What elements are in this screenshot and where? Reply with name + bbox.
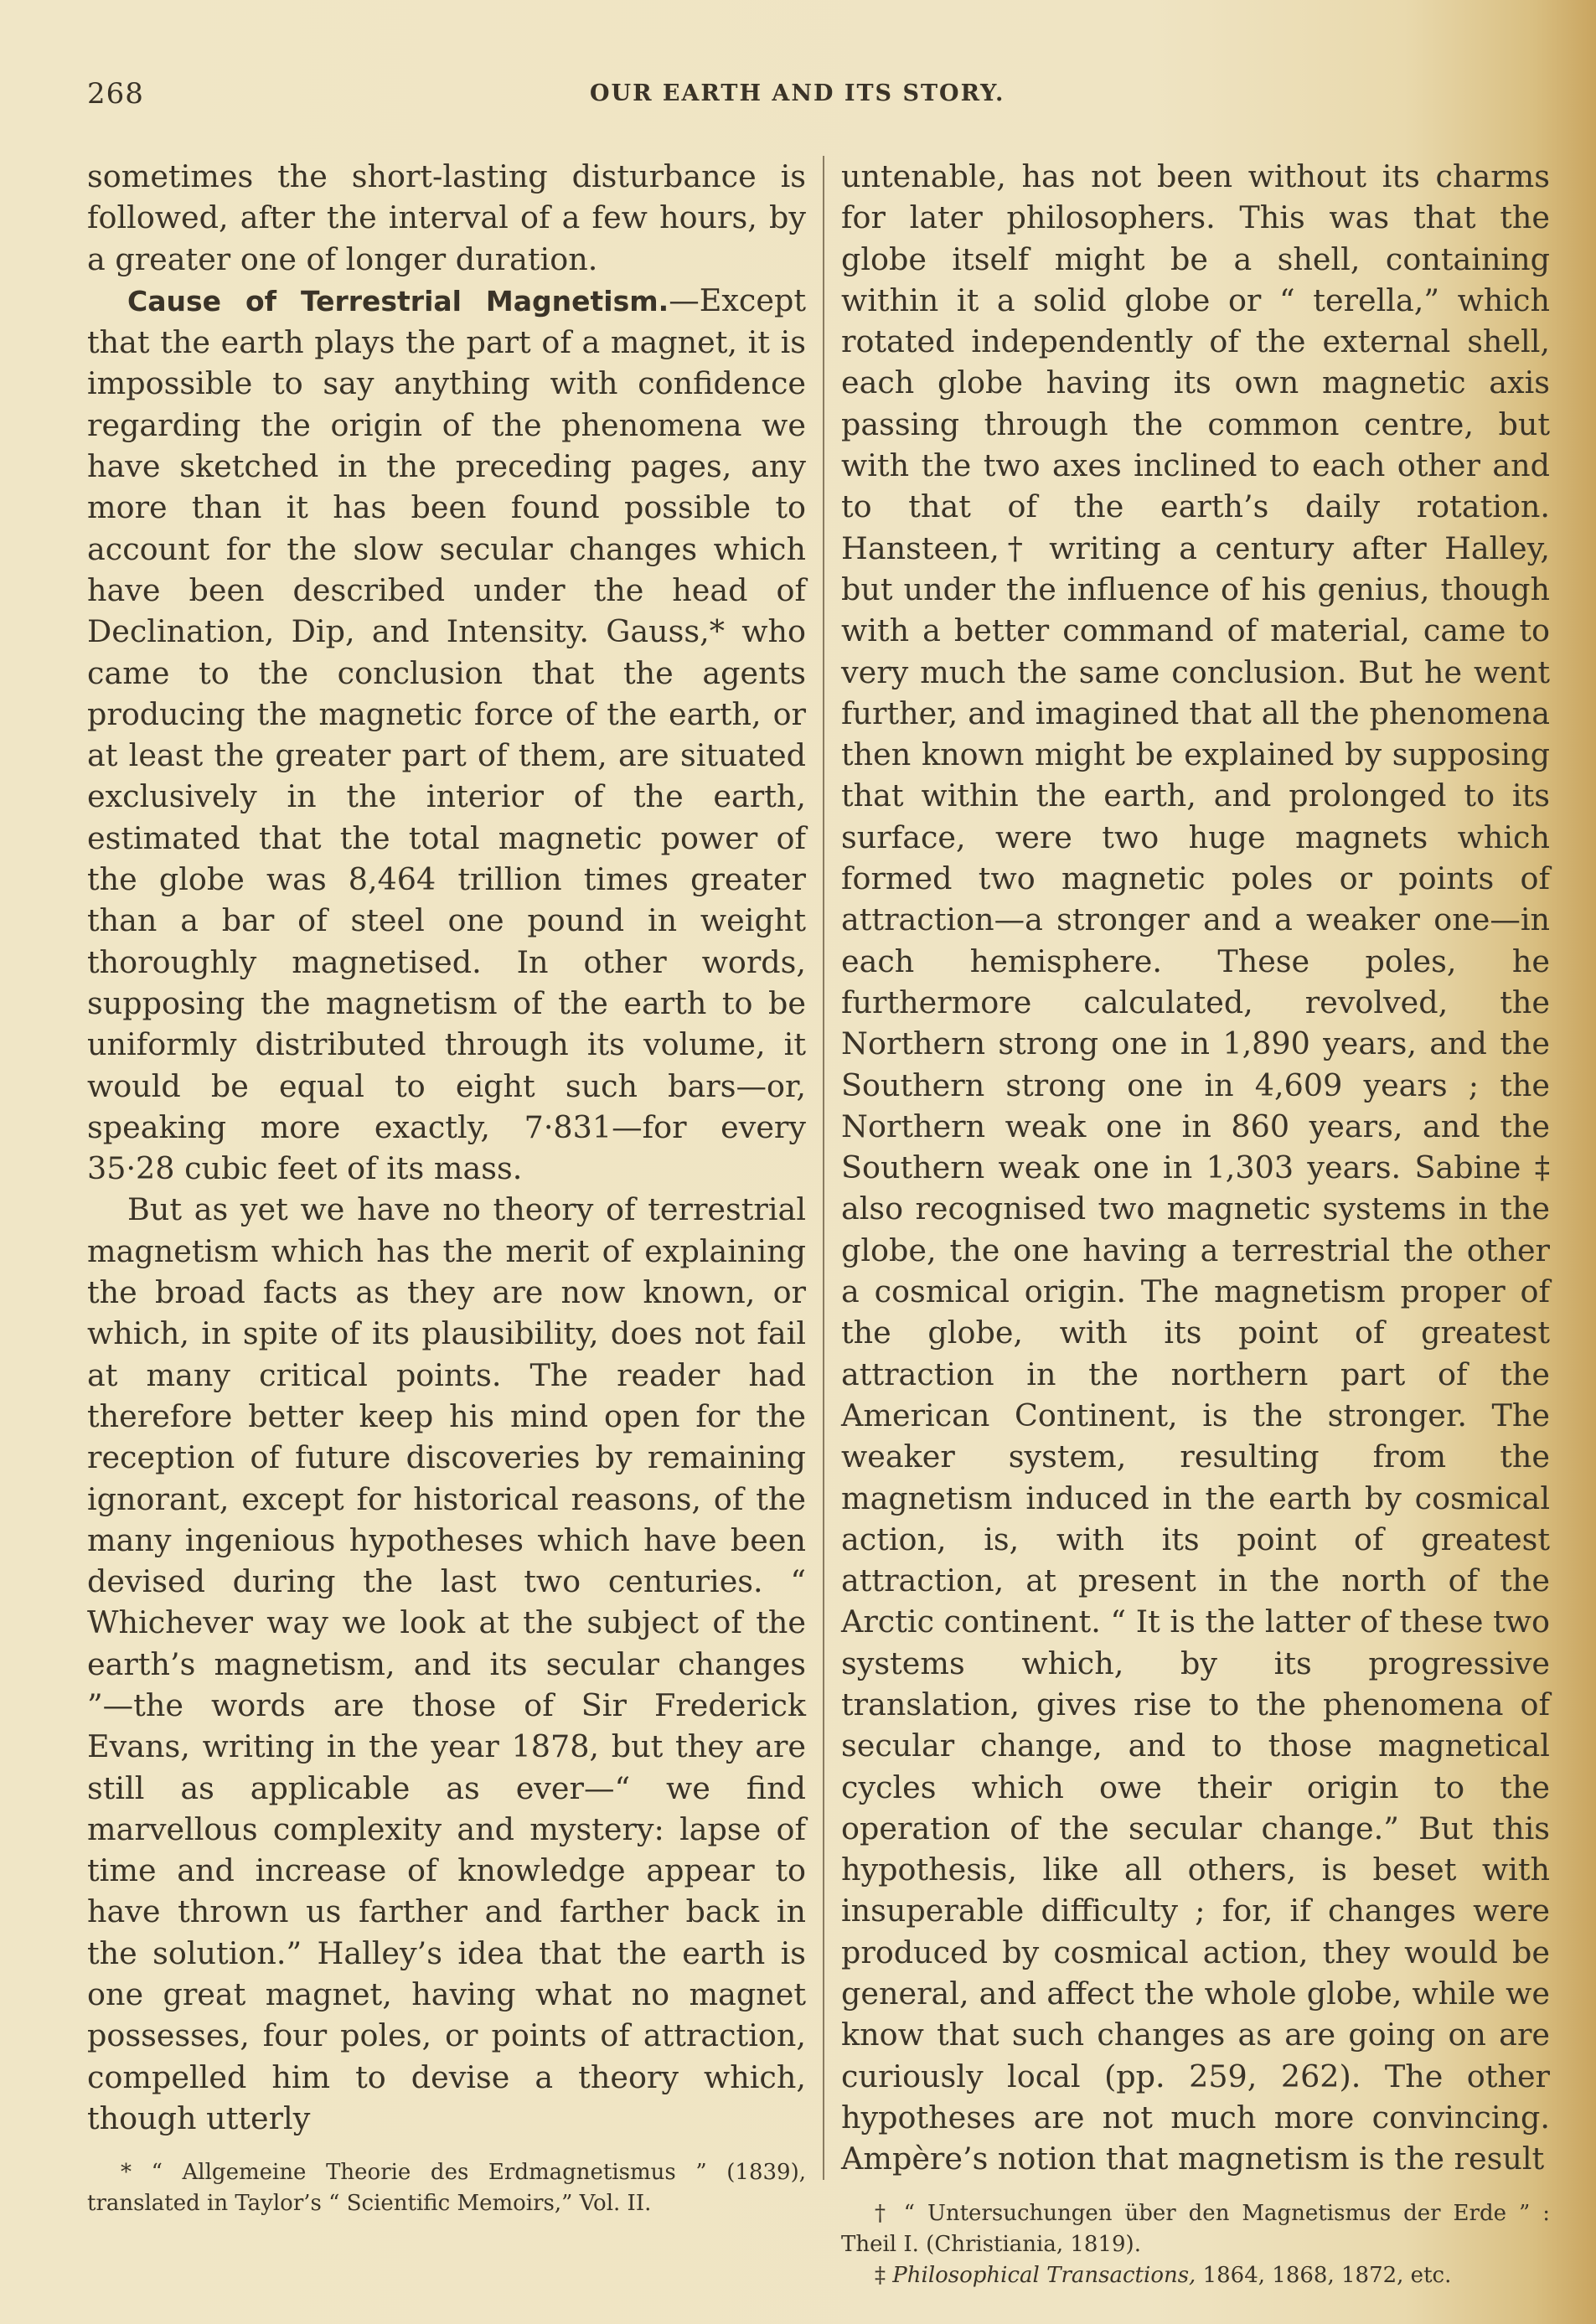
- footnote-sabine: [841, 2260, 1550, 2291]
- left-paragraph-2: [87, 280, 806, 1190]
- left-column: [87, 156, 806, 2219]
- section-heading: Cause of Terrestrial Magnetism.: [127, 284, 669, 318]
- running-title: OUR EARTH AND ITS STORY.: [590, 80, 1005, 106]
- right-paragraph-1: untenable, has not been without its charms for later philosophers. This was that the globe itself might be a shell, containing within it a solid globe or “ terella,” which rotated independently of the external shell, each globe having its own magnetic axis passing through the common centre, but with the two axes inclined to each other and to that of the earth’s daily rotation. Hansteen,† writing a century after Halley, but under the influence of his genius, though with a better command of material, came to very much the same conclusion. But he went further, and imagined that all the phenomena then known might be explained by supposing that within the earth, and prolonged to its surface, were two huge magnets which formed two magnetic poles or points of attraction—a stronger and a weaker one—in each hemisphere. These poles, he furthermore calculated, revolved, the Northern strong one in 1,890 years, and the Southern strong one in 4,609 years ; the Northern weak one in 860 years, and the Southern weak one in 1,303 years. Sabine ‡ also recognised two magnetic systems in the globe, the one having a terrestrial the other a cosmical origin. The magnetism proper of the globe, with its point of greatest attraction in the northern part of the American Continent, is the stronger. The weaker system, resulting from the magnetism induced in the earth by cosmical action, is, with its point of greatest attraction, at present in the north of the Arctic continent. “ It is the latter of these two systems which, by its progressive translation, gives rise to the phenomena of secular change, and to those magnetical cycles which owe their origin to the operation of the secular change.” But this hypothesis, like all others, is beset with insuperable difficulty ; for, if changes were produced by cosmical action, they would be general, and affect the whole globe, while we know that such changes as are going on are curiously local (pp. 259, 262). The other hypotheses are not much more convincing. Ampère’s notion that magnetism is the result: [841, 158, 1550, 2177]
- right-footnotes: [841, 2198, 1550, 2291]
- footnote-sabine-mark: ‡: [875, 2262, 886, 2288]
- footnote-sabine-title: Philosophical Transactions,: [892, 2262, 1196, 2288]
- left-paragraph-1: sometimes the short-lasting disturbance is followed, after the interval of a few hours, by a greater one of longer duration.: [87, 158, 806, 277]
- page-number: 268: [87, 77, 144, 111]
- running-head: [87, 77, 1059, 117]
- footnote-sabine-rest: 1864, 1868, 1872, etc.: [1202, 2262, 1452, 2288]
- left-paragraph-3: But as yet we have no theory of terrestrial magnetism which has the merit of explaining the broad facts as they are now known, or which, in spite of its plausibility, does not fail at many critical points. The reader had therefore better keep his mind open for the reception of future discoveries by remaining ignorant, except for historical reasons, of the many ingenious hypotheses which have been devised during the last two centuries. “ Whichever way we look at the subject of the earth’s magnetism, and its secular changes ”—the words are those of Sir Frederick Evans, writing in the year 1878, but they are still as applicable as ever—“ we find marvellous complexity and mystery: lapse of time and increase of knowledge appear to have thrown us farther and farther back in the solution.” Halley’s idea that the earth is one great magnet, having what no magnet possesses, four poles, or points of attraction, compelled him to devise a theory which, though utterly: [87, 1191, 806, 2136]
- column-divider: [823, 156, 824, 2180]
- right-column: [841, 156, 1550, 2291]
- footnote-gauss: * “ Allgemeine Theorie des Erdmagnetismus ” (1839), translated in Taylor’s “ Scientific Memoirs,” Vol. II.: [87, 2160, 806, 2217]
- left-paragraph-2-body: —Except that the earth plays the part of a magnet, it is impossible to say anything with confidence regarding the origin of the phenomena we have sketched in the preceding pages, any more than it has been found possible to account for the slow secular changes which have been described under the head of Declination, Dip, and Intensity. Gauss,* who came to the conclusion that the agents producing the magnetic force of the earth, or at least the greater part of them, are situated exclusively in the interior of the earth, estimated that the total magnetic power of the globe was 8,464 trillion times greater than a bar of steel one pound in weight thoroughly magnetised. In other words, supposing the magnetism of the earth to be uniformly distributed through its volume, it would be equal to eight such bars—or, speaking more exactly, 7·831—for every 35·28 cubic feet of its mass.: [87, 281, 806, 1187]
- footnote-hansteen: † “ Untersuchungen über den Magnetismus der Erde ” : Theil I. (Christiania, 1819).: [841, 2200, 1550, 2257]
- left-footnotes: [87, 2157, 806, 2219]
